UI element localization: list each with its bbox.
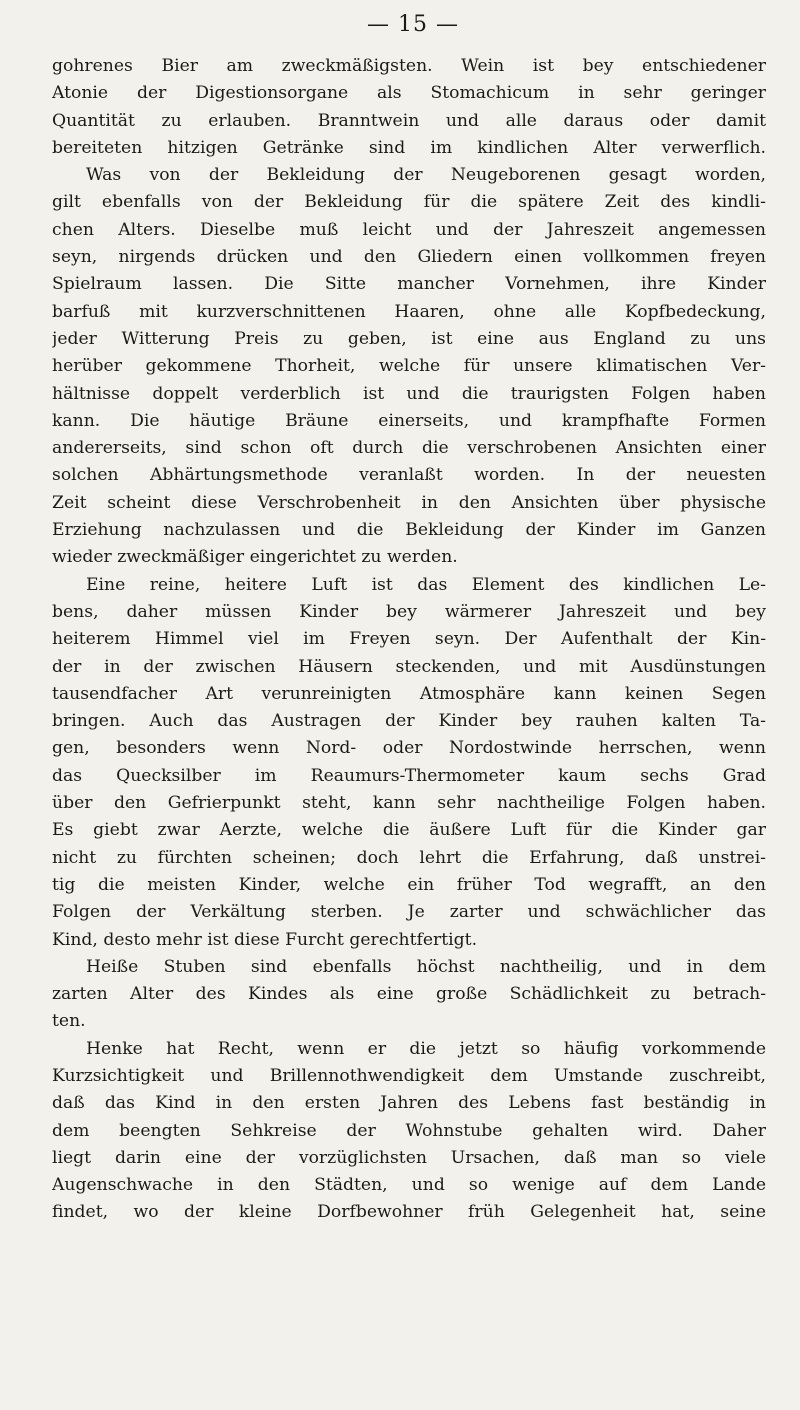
text-line: hältnisse doppelt verderblich ist und die traurigsten Folgen haben (52, 383, 766, 404)
text-line: dem beengten Sehkreise der Wohnstube gehalten wird. Daher (52, 1120, 766, 1141)
text-line: bringen. Auch das Austragen der Kinder bey rauhen kalten Ta- (52, 711, 766, 732)
text-line: andererseits, sind schon oft durch die verschrobenen Ansichten einer (52, 438, 766, 459)
text-line: Kind, desto mehr ist diese Furcht gerechtfertigt. (52, 929, 478, 950)
text-line: ten. (52, 1011, 86, 1032)
text-line: chen Alters. Dieselbe muß leicht und der Jahreszeit angemessen (52, 219, 766, 240)
text-line: Erziehung nachzulassen und die Bekleidung der Kinder im Ganzen (52, 520, 766, 541)
text-line: Augenschwache in den Städten, und so wenige auf dem Lande (52, 1175, 766, 1196)
text-line: gen, besonders wenn Nord- oder Nordostwinde herrschen, wenn (52, 738, 766, 759)
text-line: tausendfacher Art verunreinigten Atmosphäre kann keinen Segen (52, 683, 766, 704)
text-line: bereiteten hitzigen Getränke sind im kindlichen Alter verwerflich. (52, 137, 766, 158)
text-line: Quantität zu erlauben. Branntwein und alle daraus oder damit (52, 110, 766, 131)
text-line: Heiße Stuben sind ebenfalls höchst nachtheilig, und in dem (86, 956, 766, 977)
text-line: Spielraum lassen. Die Sitte mancher Vornehmen, ihre Kinder (52, 274, 766, 295)
text-line: der in der zwischen Häusern steckenden, und mit Ausdünstungen (52, 656, 766, 677)
text-line: Es giebt zwar Aerzte, welche die äußere Luft für die Kinder gar (52, 820, 766, 841)
text-line: nicht zu fürchten scheinen; doch lehrt die Erfahrung, daß unstrei- (52, 847, 766, 868)
text-line: gilt ebenfalls von der Bekleidung für die spätere Zeit des kindli- (52, 192, 766, 213)
text-line: über den Gefrierpunkt steht, kann sehr nachtheilige Folgen haben. (52, 793, 766, 814)
text-line: bens, daher müssen Kinder bey wärmerer Jahreszeit und bey (52, 601, 766, 622)
text-line: Zeit scheint diese Verschrobenheit in den Ansichten über physische (52, 492, 766, 513)
text-line: daß das Kind in den ersten Jahren des Lebens fast beständig in (52, 1093, 766, 1114)
text-line: findet, wo der kleine Dorfbewohner früh Gelegenheit hat, seine (52, 1202, 766, 1223)
text-line: Folgen der Verkältung sterben. Je zarter und schwächlicher das (52, 902, 766, 923)
text-line: herüber gekommene Thorheit, welche für unsere klimatischen Ver- (52, 356, 766, 377)
text-line: seyn, nirgends drücken und den Gliedern einen vollkommen freyen (52, 247, 766, 268)
text-line: wieder zweckmäßiger eingerichtet zu werden. (52, 547, 458, 568)
body-text (52, 53, 766, 1227)
text-line: Henke hat Recht, wenn er die jetzt so häufig vorkommende (86, 1038, 766, 1059)
text-line: gohrenes Bier am zweckmäßigsten. Wein ist bey entschiedener (52, 56, 766, 76)
text-line: tig die meisten Kinder, welche ein früher Tod wegrafft, an den (52, 874, 766, 895)
text-line: kann. Die häutige Bräune einerseits, und krampfhafte Formen (52, 410, 766, 431)
text-line: Atonie der Digestionsorgane als Stomachicum in sehr geringer (52, 83, 766, 104)
text-line: solchen Abhärtungsmethode veranlaßt worden. In der neuesten (52, 465, 766, 486)
text-line: zarten Alter des Kindes als eine große Schädlichkeit zu betrach- (52, 984, 766, 1005)
page-number-header: — 15 — (367, 12, 459, 37)
text-line: Was von der Bekleidung der Neugeborenen gesagt worden, (86, 165, 766, 186)
text-line: barfuß mit kurzverschnittenen Haaren, ohne alle Kopfbedeckung, (52, 301, 766, 322)
text-line: das Quecksilber im Reaumurs-Thermometer kaum sechs Grad (52, 765, 766, 786)
text-line: liegt darin eine der vorzüglichsten Ursachen, daß man so viele (52, 1147, 766, 1168)
text-line: jeder Witterung Preis zu geben, ist eine aus England zu uns (52, 328, 766, 349)
text-line: Eine reine, heitere Luft ist das Element des kindlichen Le- (86, 574, 766, 595)
text-line: Kurzsichtigkeit und Brillennothwendigkeit dem Umstande zuschreibt, (52, 1065, 766, 1086)
text-line: heiterem Himmel viel im Freyen seyn. Der Aufenthalt der Kin- (52, 629, 766, 650)
